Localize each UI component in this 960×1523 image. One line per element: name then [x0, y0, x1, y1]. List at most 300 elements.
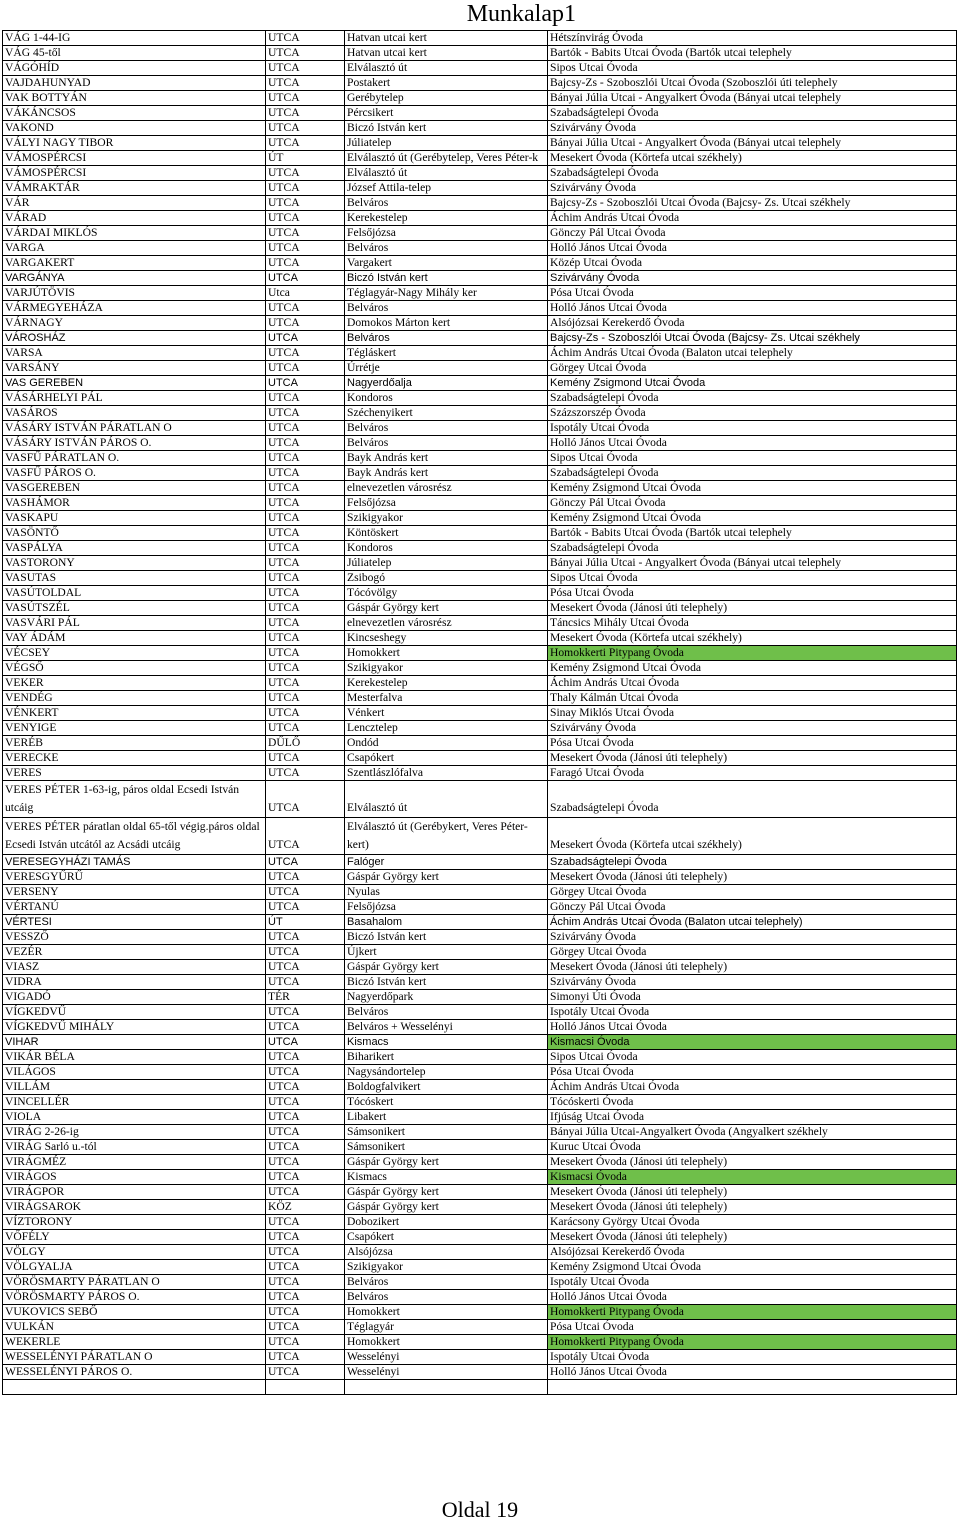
type-cell[interactable]: UTCA [266, 1260, 345, 1275]
type-cell[interactable]: UTCA [266, 376, 345, 391]
type-cell[interactable]: UTCA [266, 526, 345, 541]
type-cell[interactable]: UTCA [266, 1155, 345, 1170]
kindergarten-cell[interactable]: Mesekert Óvoda (Jánosi úti telephely) [548, 751, 957, 766]
district-cell[interactable]: Kismacs [345, 1170, 548, 1185]
type-cell[interactable]: UTCA [266, 91, 345, 106]
street-cell[interactable]: VEKER [3, 676, 266, 691]
type-cell[interactable]: UTCA [266, 481, 345, 496]
street-cell[interactable]: VÉRTESI [3, 915, 266, 930]
street-cell[interactable]: VASVÁRI PÁL [3, 616, 266, 631]
type-cell[interactable]: UTCA [266, 870, 345, 885]
district-cell[interactable]: Biczó István kert [345, 930, 548, 945]
kindergarten-cell[interactable]: Gönczy Pál Utcai Óvoda [548, 496, 957, 511]
kindergarten-cell[interactable]: Mesekert Óvoda (Jánosi úti telephely) [548, 1185, 957, 1200]
kindergarten-cell[interactable]: Bartók - Babits Utcai Óvoda (Bartók utcai telephely [548, 46, 957, 61]
street-cell[interactable]: VULKÁN [3, 1320, 266, 1335]
kindergarten-cell[interactable]: Bányai Júlia Utcai-Angyalkert Óvoda (Angyalkert székhely [548, 1125, 957, 1140]
district-cell[interactable]: Gáspár György kert [345, 1185, 548, 1200]
kindergarten-cell[interactable]: Szabadságtelepi Óvoda [548, 106, 957, 121]
type-cell[interactable]: UTCA [266, 586, 345, 601]
district-cell[interactable]: Szentlászlófalva [345, 766, 548, 781]
street-cell[interactable]: VIKÁR BÉLA [3, 1050, 266, 1065]
type-cell[interactable]: UTCA [266, 361, 345, 376]
street-cell[interactable]: VENYIGE [3, 721, 266, 736]
type-cell[interactable]: UTCA [266, 1305, 345, 1320]
kindergarten-cell[interactable]: Homokkerti Pitypang Óvoda [548, 1305, 957, 1320]
type-cell[interactable]: UTCA [266, 331, 345, 346]
kindergarten-cell[interactable]: Bányai Júlia Utcai - Angyalkert Óvoda (Bányai utcai telephely [548, 556, 957, 571]
district-cell[interactable]: Basahalom [345, 915, 548, 930]
kindergarten-cell[interactable]: Ispotály Utcai Óvoda [548, 421, 957, 436]
type-cell[interactable]: UTCA [266, 676, 345, 691]
district-cell[interactable]: elnevezetlen városrész [345, 616, 548, 631]
street-cell[interactable]: VÁR [3, 196, 266, 211]
kindergarten-cell[interactable]: Mesekert Óvoda (Jánosi úti telephely) [548, 960, 957, 975]
kindergarten-cell[interactable]: Szabadságtelepi Óvoda [548, 466, 957, 481]
type-cell[interactable]: UTCA [266, 1170, 345, 1185]
type-cell[interactable]: UTCA [266, 571, 345, 586]
district-cell[interactable]: Kondoros [345, 391, 548, 406]
street-cell[interactable]: VINCELLÉR [3, 1095, 266, 1110]
street-cell[interactable]: VIRÁGMÉZ [3, 1155, 266, 1170]
type-cell[interactable]: UTCA [266, 301, 345, 316]
district-cell[interactable]: Kerekestelep [345, 676, 548, 691]
district-cell[interactable]: Elválasztó út [345, 166, 548, 181]
type-cell[interactable]: UTCA [266, 271, 345, 286]
type-cell[interactable]: UTCA [266, 601, 345, 616]
street-cell[interactable]: WEKERLE [3, 1335, 266, 1350]
district-cell[interactable]: Elválasztó út (Gerébykert, Veres Péter-kert) [345, 818, 548, 855]
kindergarten-cell[interactable]: Mesekert Óvoda (Jánosi úti telephely) [548, 601, 957, 616]
kindergarten-cell[interactable]: Kemény Zsigmond Utcai Óvoda [548, 511, 957, 526]
district-cell[interactable]: Elválasztó út (Gerébytelep, Veres Péter-k [345, 151, 548, 166]
type-cell[interactable]: UTCA [266, 466, 345, 481]
type-cell[interactable]: UTCA [266, 1110, 345, 1125]
district-cell[interactable]: Gáspár György kert [345, 601, 548, 616]
kindergarten-cell[interactable]: Mesekert Óvoda (Jánosi úti telephely) [548, 1230, 957, 1245]
district-cell[interactable]: Felsőjózsa [345, 900, 548, 915]
district-cell[interactable]: Csapókert [345, 751, 548, 766]
kindergarten-cell[interactable]: Ifjúság Utcai Óvoda [548, 1110, 957, 1125]
kindergarten-cell[interactable]: Pósa Utcai Óvoda [548, 736, 957, 751]
type-cell[interactable]: UTCA [266, 1350, 345, 1365]
type-cell[interactable]: UTCA [266, 930, 345, 945]
type-cell[interactable]: UTCA [266, 241, 345, 256]
street-cell[interactable]: VARGAKERT [3, 256, 266, 271]
kindergarten-cell[interactable]: Simonyi Úti Óvoda [548, 990, 957, 1005]
district-cell[interactable]: Vénkert [345, 706, 548, 721]
kindergarten-cell[interactable]: Áchim András Utcai Óvoda (Balaton utcai telephely [548, 346, 957, 361]
type-cell[interactable]: UTCA [266, 885, 345, 900]
district-cell[interactable]: Tócóskert [345, 1095, 548, 1110]
type-cell[interactable]: UTCA [266, 1005, 345, 1020]
district-cell[interactable]: Biczó István kert [345, 975, 548, 990]
street-cell[interactable]: VÖLGYALJA [3, 1260, 266, 1275]
district-cell[interactable]: Felsőjózsa [345, 496, 548, 511]
district-cell[interactable]: Nagyerdőpark [345, 990, 548, 1005]
street-cell[interactable]: VASUTAS [3, 571, 266, 586]
type-cell[interactable]: UTCA [266, 181, 345, 196]
district-cell[interactable]: Pércsikert [345, 106, 548, 121]
street-cell[interactable]: VERÉB [3, 736, 266, 751]
street-cell[interactable]: VARSÁNY [3, 361, 266, 376]
type-cell[interactable]: UTCA [266, 975, 345, 990]
district-cell[interactable]: Gerébytelep [345, 91, 548, 106]
kindergarten-cell[interactable]: Szivárvány Óvoda [548, 121, 957, 136]
type-cell[interactable]: UTCA [266, 1365, 345, 1380]
district-cell[interactable]: Kerekestelep [345, 211, 548, 226]
street-cell[interactable]: VAK BOTTYÁN [3, 91, 266, 106]
kindergarten-cell[interactable]: Holló János Utcai Óvoda [548, 301, 957, 316]
kindergarten-cell[interactable]: Holló János Utcai Óvoda [548, 241, 957, 256]
type-cell[interactable]: UTCA [266, 1080, 345, 1095]
street-cell[interactable]: VÉGSŐ [3, 661, 266, 676]
street-cell[interactable]: VILÁGOS [3, 1065, 266, 1080]
kindergarten-cell[interactable]: Mesekert Óvoda (Körtefa utcai székhely) [548, 631, 957, 646]
type-cell[interactable] [266, 1380, 345, 1395]
district-cell[interactable]: Úrrétje [345, 361, 548, 376]
street-cell[interactable]: VAKOND [3, 121, 266, 136]
district-cell[interactable]: Nagysándortelep [345, 1065, 548, 1080]
street-cell[interactable]: VASGEREBEN [3, 481, 266, 496]
type-cell[interactable]: UTCA [266, 61, 345, 76]
street-cell[interactable]: VERSENY [3, 885, 266, 900]
district-cell[interactable]: Biczó István kert [345, 121, 548, 136]
district-cell[interactable]: Belváros [345, 1005, 548, 1020]
street-cell[interactable]: VAS GEREBEN [3, 376, 266, 391]
kindergarten-cell[interactable]: Pósa Utcai Óvoda [548, 586, 957, 601]
type-cell[interactable]: UTCA [266, 781, 345, 818]
kindergarten-cell[interactable]: Görgey Utcai Óvoda [548, 945, 957, 960]
type-cell[interactable]: Utca [266, 286, 345, 301]
kindergarten-cell[interactable]: Kismacsi Óvoda [548, 1035, 957, 1050]
district-cell[interactable]: Belváros [345, 331, 548, 346]
district-cell[interactable]: Belváros [345, 436, 548, 451]
street-cell[interactable]: VŐFÉLY [3, 1230, 266, 1245]
kindergarten-cell[interactable]: Kismacsi Óvoda [548, 1170, 957, 1185]
kindergarten-cell[interactable]: Gönczy Pál Utcai Óvoda [548, 900, 957, 915]
street-cell[interactable]: VÁSÁRHELYI PÁL [3, 391, 266, 406]
district-cell[interactable]: Homokkert [345, 1335, 548, 1350]
type-cell[interactable]: UTCA [266, 960, 345, 975]
kindergarten-cell[interactable]: Kemény Zsigmond Utcai Óvoda [548, 1260, 957, 1275]
street-cell[interactable]: VÉNKERT [3, 706, 266, 721]
district-cell[interactable] [345, 1380, 548, 1395]
street-cell[interactable]: VÍZTORONY [3, 1215, 266, 1230]
district-cell[interactable]: Csapókert [345, 1230, 548, 1245]
kindergarten-cell[interactable]: Mesekert Óvoda (Jánosi úti telephely) [548, 1200, 957, 1215]
type-cell[interactable]: UTCA [266, 316, 345, 331]
street-cell[interactable]: VÁG 1-44-IG [3, 31, 266, 46]
district-cell[interactable]: Zsibogó [345, 571, 548, 586]
type-cell[interactable]: UTCA [266, 451, 345, 466]
district-cell[interactable]: Ondód [345, 736, 548, 751]
kindergarten-cell[interactable]: Holló János Utcai Óvoda [548, 1290, 957, 1305]
district-cell[interactable]: Nagyerdőalja [345, 376, 548, 391]
district-cell[interactable]: Tégláskert [345, 346, 548, 361]
kindergarten-cell[interactable]: Kuruc Utcai Óvoda [548, 1140, 957, 1155]
kindergarten-cell[interactable]: Alsójózsai Kerekerdő Óvoda [548, 316, 957, 331]
district-cell[interactable]: Wesselényi [345, 1365, 548, 1380]
kindergarten-cell[interactable]: Holló János Utcai Óvoda [548, 1365, 957, 1380]
street-cell[interactable]: VÁRAD [3, 211, 266, 226]
kindergarten-cell[interactable]: Bajcsy-Zs - Szoboszlói Utcai Óvoda (Szoboszlói úti telephely [548, 76, 957, 91]
district-cell[interactable]: Elválasztó út [345, 781, 548, 818]
district-cell[interactable]: Júliatelep [345, 556, 548, 571]
district-cell[interactable]: Lencztelep [345, 721, 548, 736]
street-cell[interactable]: VASÖNTŐ [3, 526, 266, 541]
district-cell[interactable]: Kismacs [345, 1035, 548, 1050]
street-cell[interactable]: VÍGKEDVŰ [3, 1005, 266, 1020]
district-cell[interactable]: Belváros [345, 241, 548, 256]
street-cell[interactable]: VÁMRAKTÁR [3, 181, 266, 196]
district-cell[interactable]: elnevezetlen városrész [345, 481, 548, 496]
street-cell[interactable]: VIGADÓ [3, 990, 266, 1005]
type-cell[interactable]: UTCA [266, 616, 345, 631]
kindergarten-cell[interactable]: Kemény Zsigmond Utcai Óvoda [548, 481, 957, 496]
street-cell[interactable]: VIHAR [3, 1035, 266, 1050]
street-cell[interactable]: VERES PÉTER páratlan oldal 65-től végig.páros oldal Ecsedi István utcától az Acsádi utcáig [3, 818, 266, 855]
street-cell[interactable]: VIRÁGPOR [3, 1185, 266, 1200]
type-cell[interactable]: DŰLŐ [266, 736, 345, 751]
type-cell[interactable]: UTCA [266, 106, 345, 121]
kindergarten-cell[interactable]: Sipos Utcai Óvoda [548, 61, 957, 76]
type-cell[interactable]: UTCA [266, 1290, 345, 1305]
kindergarten-cell[interactable]: Kemény Zsigmond Utcai Óvoda [548, 376, 957, 391]
street-cell[interactable]: VAJDAHUNYAD [3, 76, 266, 91]
district-cell[interactable]: Mesterfalva [345, 691, 548, 706]
type-cell[interactable]: UTCA [266, 1335, 345, 1350]
type-cell[interactable]: UTCA [266, 256, 345, 271]
street-cell[interactable]: VÁRMEGYEHÁZA [3, 301, 266, 316]
kindergarten-cell[interactable]: Bányai Júlia Utcai - Angyalkert Óvoda (Bányai utcai telephely [548, 91, 957, 106]
street-cell[interactable]: VERESGYŰRŰ [3, 870, 266, 885]
type-cell[interactable]: TÉR [266, 990, 345, 1005]
street-cell[interactable]: VASTORONY [3, 556, 266, 571]
district-cell[interactable]: Hatvan utcai kert [345, 31, 548, 46]
district-cell[interactable]: Sámsonikert [345, 1140, 548, 1155]
kindergarten-cell[interactable]: Mesekert Óvoda (Körtefa utcai székhely) [548, 818, 957, 855]
type-cell[interactable]: UTCA [266, 691, 345, 706]
district-cell[interactable]: Belváros [345, 301, 548, 316]
kindergarten-cell[interactable]: Szivárvány Óvoda [548, 930, 957, 945]
street-cell[interactable]: VÁKÁNCSOS [3, 106, 266, 121]
kindergarten-cell[interactable]: Mesekert Óvoda (Jánosi úti telephely) [548, 1155, 957, 1170]
street-cell[interactable]: VASPÁLYA [3, 541, 266, 556]
district-cell[interactable]: Wesselényi [345, 1350, 548, 1365]
kindergarten-cell[interactable]: Szabadságtelepi Óvoda [548, 166, 957, 181]
district-cell[interactable]: Sámsonikert [345, 1125, 548, 1140]
kindergarten-cell[interactable]: Holló János Utcai Óvoda [548, 1020, 957, 1035]
district-cell[interactable]: Biharikert [345, 1050, 548, 1065]
kindergarten-cell[interactable]: Homokkerti Pitypang Óvoda [548, 646, 957, 661]
kindergarten-cell[interactable]: Szivárvány Óvoda [548, 181, 957, 196]
street-cell[interactable]: VASHÁMOR [3, 496, 266, 511]
kindergarten-cell[interactable]: Bajcsy-Zs - Szoboszlói Utcai Óvoda (Bajcsy- Zs. Utcai székhely [548, 331, 957, 346]
type-cell[interactable]: UTCA [266, 346, 345, 361]
kindergarten-cell[interactable]: Szabadságtelepi Óvoda [548, 855, 957, 870]
street-cell[interactable]: VÁRDAI MIKLÓS [3, 226, 266, 241]
street-cell[interactable]: VIRÁG Sarló u.-tól [3, 1140, 266, 1155]
kindergarten-cell[interactable]: Szivárvány Óvoda [548, 721, 957, 736]
kindergarten-cell[interactable]: Szivárvány Óvoda [548, 975, 957, 990]
kindergarten-cell[interactable]: Áchim András Utcai Óvoda (Balaton utcai telephely) [548, 915, 957, 930]
type-cell[interactable]: UTCA [266, 76, 345, 91]
type-cell[interactable]: UTCA [266, 751, 345, 766]
street-cell[interactable]: VARGA [3, 241, 266, 256]
street-cell[interactable]: VÖRÖSMARTY PÁROS O. [3, 1290, 266, 1305]
type-cell[interactable]: UTCA [266, 1035, 345, 1050]
district-cell[interactable]: Gáspár György kert [345, 1200, 548, 1215]
street-cell[interactable]: VÁGÓHÍD [3, 61, 266, 76]
type-cell[interactable]: UTCA [266, 31, 345, 46]
district-cell[interactable]: Kondoros [345, 541, 548, 556]
kindergarten-cell[interactable]: Pósa Utcai Óvoda [548, 1065, 957, 1080]
kindergarten-cell[interactable]: Faragó Utcai Óvoda [548, 766, 957, 781]
street-cell[interactable]: VESSZŐ [3, 930, 266, 945]
district-cell[interactable]: Bayk András kert [345, 451, 548, 466]
district-cell[interactable]: Hatvan utcai kert [345, 46, 548, 61]
type-cell[interactable]: UTCA [266, 511, 345, 526]
kindergarten-cell[interactable]: Ispotály Utcai Óvoda [548, 1350, 957, 1365]
kindergarten-cell[interactable]: Bartók - Babits Utcai Óvoda (Bartók utcai telephely [548, 526, 957, 541]
street-cell[interactable]: WESSELÉNYI PÁRATLAN O [3, 1350, 266, 1365]
kindergarten-cell[interactable]: Görgey Utcai Óvoda [548, 361, 957, 376]
type-cell[interactable]: UTCA [266, 211, 345, 226]
street-cell[interactable]: VIRÁGOS [3, 1170, 266, 1185]
type-cell[interactable]: UTCA [266, 706, 345, 721]
kindergarten-cell[interactable]: Szabadságtelepi Óvoda [548, 391, 957, 406]
kindergarten-cell[interactable]: Karácsony György Utcai Óvoda [548, 1215, 957, 1230]
kindergarten-cell[interactable]: Mesekert Óvoda (Jánosi úti telephely) [548, 870, 957, 885]
kindergarten-cell[interactable]: Szabadságtelepi Óvoda [548, 781, 957, 818]
type-cell[interactable]: UTCA [266, 1230, 345, 1245]
type-cell[interactable]: UTCA [266, 1320, 345, 1335]
type-cell[interactable]: UTCA [266, 1020, 345, 1035]
street-cell[interactable]: VÁRNAGY [3, 316, 266, 331]
district-cell[interactable]: Gáspár György kert [345, 960, 548, 975]
street-cell[interactable]: VÍGKEDVŰ MIHÁLY [3, 1020, 266, 1035]
type-cell[interactable]: UTCA [266, 1050, 345, 1065]
street-cell[interactable] [3, 1380, 266, 1395]
district-cell[interactable]: Biczó István kert [345, 271, 548, 286]
street-cell[interactable]: WESSELÉNYI PÁROS O. [3, 1365, 266, 1380]
street-cell[interactable]: VÁSÁRY ISTVÁN PÁRATLAN O [3, 421, 266, 436]
district-cell[interactable]: Szikigyakor [345, 511, 548, 526]
street-cell[interactable]: VIRÁG 2-26-ig [3, 1125, 266, 1140]
street-cell[interactable]: VIRÁGSAROK [3, 1200, 266, 1215]
kindergarten-cell[interactable]: Táncsics Mihály Utcai Óvoda [548, 616, 957, 631]
type-cell[interactable]: UTCA [266, 661, 345, 676]
street-cell[interactable]: VÖRÖSMARTY PÁRATLAN O [3, 1275, 266, 1290]
street-cell[interactable]: VÁMOSPÉRCSI [3, 151, 266, 166]
district-cell[interactable]: Belváros [345, 1290, 548, 1305]
district-cell[interactable]: Domokos Márton kert [345, 316, 548, 331]
type-cell[interactable]: UTCA [266, 646, 345, 661]
kindergarten-cell[interactable]: Áchim András Utcai Óvoda [548, 1080, 957, 1095]
street-cell[interactable]: VASFŰ PÁROS O. [3, 466, 266, 481]
district-cell[interactable]: Júliatelep [345, 136, 548, 151]
street-cell[interactable]: VERECKE [3, 751, 266, 766]
district-cell[interactable]: Kincseshegy [345, 631, 548, 646]
street-cell[interactable]: VIASZ [3, 960, 266, 975]
type-cell[interactable]: ÚT [266, 915, 345, 930]
kindergarten-cell[interactable]: Gönczy Pál Utcai Óvoda [548, 226, 957, 241]
kindergarten-cell[interactable]: Sipos Utcai Óvoda [548, 451, 957, 466]
type-cell[interactable]: UTCA [266, 855, 345, 870]
district-cell[interactable]: Vargakert [345, 256, 548, 271]
street-cell[interactable]: VAY ÁDÁM [3, 631, 266, 646]
type-cell[interactable]: UTCA [266, 391, 345, 406]
street-cell[interactable]: VARSA [3, 346, 266, 361]
kindergarten-cell[interactable]: Holló János Utcai Óvoda [548, 436, 957, 451]
kindergarten-cell[interactable]: Mesekert Óvoda (Körtefa utcai székhely) [548, 151, 957, 166]
kindergarten-cell[interactable]: Szivárvány Óvoda [548, 271, 957, 286]
district-cell[interactable]: Szikigyakor [345, 661, 548, 676]
street-cell[interactable]: VÁG 45-től [3, 46, 266, 61]
district-cell[interactable]: Nyulas [345, 885, 548, 900]
district-cell[interactable]: Felsőjózsa [345, 226, 548, 241]
kindergarten-cell[interactable]: Sipos Utcai Óvoda [548, 1050, 957, 1065]
kindergarten-cell[interactable]: Hétszínvirág Óvoda [548, 31, 957, 46]
kindergarten-cell[interactable]: Áchim András Utcai Óvoda [548, 211, 957, 226]
street-cell[interactable]: VILLÁM [3, 1080, 266, 1095]
district-cell[interactable]: Libakert [345, 1110, 548, 1125]
street-cell[interactable]: VÁROSHÁZ [3, 331, 266, 346]
district-cell[interactable]: Tócóvölgy [345, 586, 548, 601]
type-cell[interactable]: UTCA [266, 721, 345, 736]
type-cell[interactable]: UTCA [266, 166, 345, 181]
district-cell[interactable]: Elválasztó út [345, 61, 548, 76]
district-cell[interactable]: Dobozikert [345, 1215, 548, 1230]
kindergarten-cell[interactable]: Sipos Utcai Óvoda [548, 571, 957, 586]
type-cell[interactable]: UTCA [266, 556, 345, 571]
street-cell[interactable]: VASÚTOLDAL [3, 586, 266, 601]
street-cell[interactable]: VARGÁNYA [3, 271, 266, 286]
district-cell[interactable]: Téglagyár [345, 1320, 548, 1335]
kindergarten-cell[interactable]: Sinay Miklós Utcai Óvoda [548, 706, 957, 721]
street-cell[interactable]: VENDÉG [3, 691, 266, 706]
type-cell[interactable]: UTCA [266, 496, 345, 511]
district-cell[interactable]: Bayk András kert [345, 466, 548, 481]
type-cell[interactable]: UTCA [266, 406, 345, 421]
district-cell[interactable]: Homokkert [345, 1305, 548, 1320]
type-cell[interactable]: UTCA [266, 1245, 345, 1260]
kindergarten-cell[interactable]: Közép Utcai Óvoda [548, 256, 957, 271]
kindergarten-cell[interactable]: Százszorszép Óvoda [548, 406, 957, 421]
street-cell[interactable]: VEZÉR [3, 945, 266, 960]
street-cell[interactable]: VERES PÉTER 1-63-ig, páros oldal Ecsedi István utcáig [3, 781, 266, 818]
district-cell[interactable]: Téglagyár-Nagy Mihály ker [345, 286, 548, 301]
kindergarten-cell[interactable]: Bajcsy-Zs - Szoboszlói Utcai Óvoda (Bajcsy- Zs. Utcai székhely [548, 196, 957, 211]
street-cell[interactable]: VERES [3, 766, 266, 781]
kindergarten-cell[interactable]: Ispotály Utcai Óvoda [548, 1005, 957, 1020]
kindergarten-cell[interactable]: Alsójózsai Kerekerdő Óvoda [548, 1245, 957, 1260]
district-cell[interactable]: Boldogfalvikert [345, 1080, 548, 1095]
type-cell[interactable]: UTCA [266, 1095, 345, 1110]
kindergarten-cell[interactable]: Pósa Utcai Óvoda [548, 286, 957, 301]
type-cell[interactable]: UTCA [266, 121, 345, 136]
district-cell[interactable]: Belváros [345, 1275, 548, 1290]
kindergarten-cell[interactable]: Tócóskerti Óvoda [548, 1095, 957, 1110]
type-cell[interactable]: UTCA [266, 631, 345, 646]
district-cell[interactable]: Köntöskert [345, 526, 548, 541]
kindergarten-cell[interactable]: Kemény Zsigmond Utcai Óvoda [548, 661, 957, 676]
district-cell[interactable]: Alsójózsa [345, 1245, 548, 1260]
district-cell[interactable]: Belváros [345, 421, 548, 436]
type-cell[interactable]: UTCA [266, 818, 345, 855]
type-cell[interactable]: KÖZ [266, 1200, 345, 1215]
